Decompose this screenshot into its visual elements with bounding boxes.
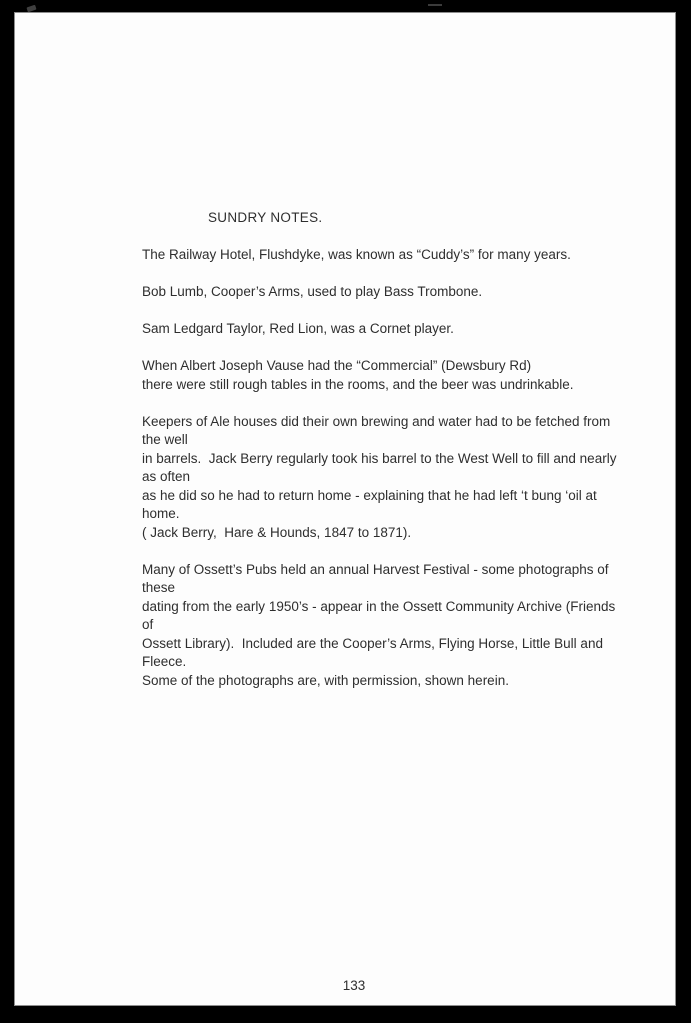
text-line: Bob Lumb, Cooper’s Arms, used to play Bass Trombone. [142, 284, 483, 299]
paragraph [142, 357, 630, 394]
text-line: there were still rough tables in the rooms, and the beer was undrinkable. [142, 376, 574, 392]
text-line: When Albert Joseph Vause had the “Commercial” (Dewsbury Rd) [142, 358, 532, 373]
text-line: Sam Ledgard Taylor, Red Lion, was a Cornet player. [142, 321, 454, 336]
paragraph [142, 561, 630, 691]
scan-artifact [428, 4, 442, 6]
paragraph [142, 283, 630, 302]
text-line: Keepers of Ale houses did their own brewing and water had to be fetched from the well [142, 413, 615, 447]
text-line: ( Jack Berry, Hare & Hounds, 1847 to 1871). [142, 524, 412, 540]
page-title: SUNDRY NOTES. [208, 210, 323, 225]
text-line: as he did so he had to return home - explaining that he had left ‘t bung ‘oil at home. [142, 487, 601, 521]
paragraph [142, 413, 630, 543]
text-line: The Railway Hotel, Flushdyke, was known as “Cuddy’s” for many years. [142, 247, 571, 262]
scan-artifact [26, 5, 36, 13]
page-body [142, 209, 630, 709]
page-number: 133 [342, 978, 366, 993]
text-line: dating from the early 1950’s - appear in the Ossett Community Archive (Friends of [142, 598, 619, 632]
text-line: in barrels. Jack Berry regularly took his barrel to the West Well to fill and nearly as often [142, 450, 621, 484]
text-line: Many of Ossett’s Pubs held an annual Harvest Festival - some photographs of these [142, 561, 613, 595]
text-line: Some of the photographs are, with permission, shown herein. [142, 672, 509, 688]
document-page [15, 13, 675, 1005]
text-line: Ossett Library). Included are the Cooper’s Arms, Flying Horse, Little Bull and Fleece. [142, 635, 607, 669]
paragraph [142, 246, 630, 265]
paragraph [142, 320, 630, 339]
